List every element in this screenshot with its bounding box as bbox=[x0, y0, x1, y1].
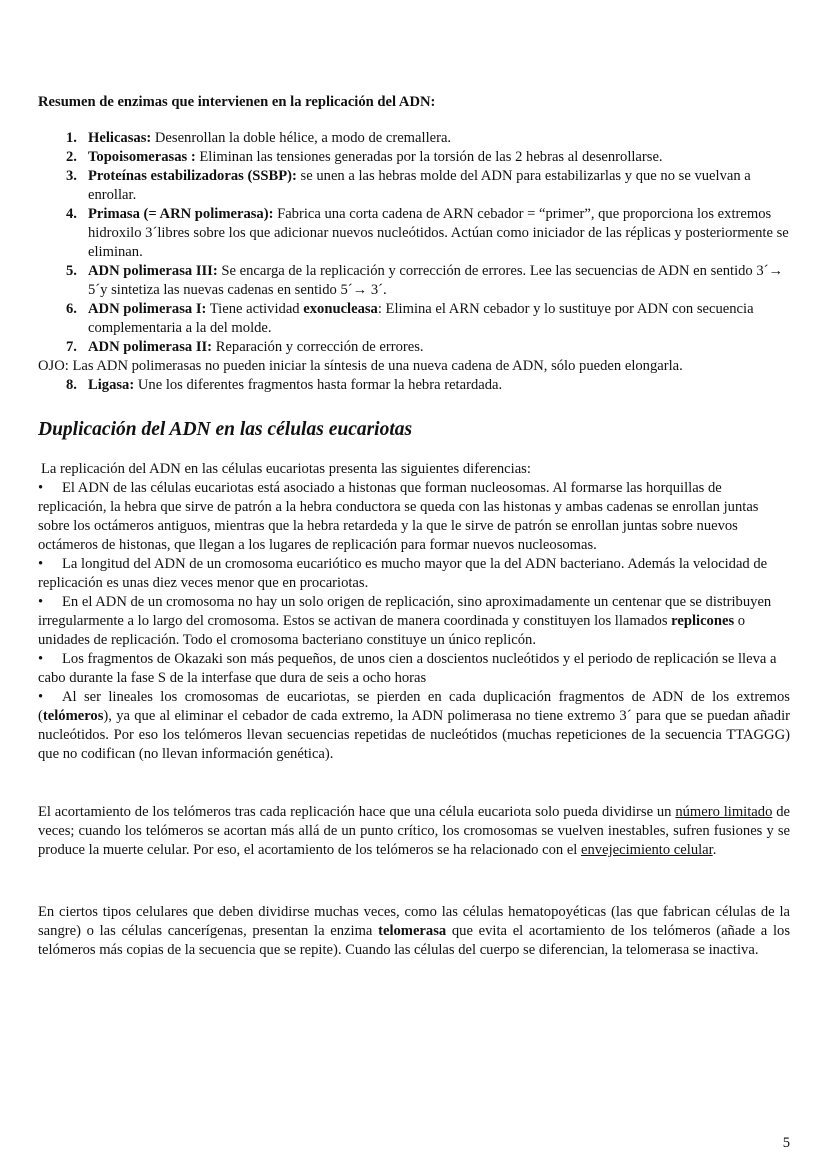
ojo-note: OJO: Las ADN polimerasas no pueden iniciar la síntesis de una nueva cadena de ADN, sólo pueden elongarla. bbox=[38, 358, 683, 374]
eukaryote-heading: Duplicación del ADN en las células eucariotas bbox=[38, 419, 413, 440]
bullet-text: En el ADN de un cromosoma no hay un solo origen de replicación, sino aproximadamente un centenar que se distribuyen irregularmente a lo largo del cromosoma. Estos se activan de manera coordinada y constituyen los llamados bbox=[38, 594, 772, 629]
bullet-text: ), ya que al eliminar el cebador de cada extremo, la ADN polimerasa no tiene extremo 3´ para que se puedan añadir nucleótidos. Por eso los telómeros llevan secuencias repetidas de nucleótidos (muchas repeticiones de la secuencia TTAGGG) que no codifican (no llevan información genética). bbox=[38, 708, 790, 762]
bullet-icon: • bbox=[38, 556, 44, 572]
enzyme-description: Reparación y corrección de errores. bbox=[212, 339, 424, 355]
bullet-item bbox=[38, 479, 790, 555]
list-item bbox=[38, 167, 790, 205]
item-number: 4. bbox=[66, 206, 77, 222]
eukaryote-section bbox=[38, 460, 790, 764]
enzyme-description: Fabrica una corta cadena de ARN cebador = “primer”, que proporciona los extremos hidroxilo 3´libres sobre los que adicionar nuevos nucleótidos. Actúan como iniciador de las réplicas y posteriormente se eliminan. bbox=[88, 206, 789, 260]
telomerasa-term: telomerasa bbox=[378, 923, 447, 939]
enzymes-list bbox=[38, 129, 790, 395]
enzyme-description: Une los diferentes fragmentos hasta formar la hebra retardada. bbox=[134, 377, 503, 393]
enzymes-heading: Resumen de enzimas que intervienen en la replicación del ADN: bbox=[38, 94, 436, 110]
item-number: 5. bbox=[66, 263, 77, 279]
list-item bbox=[38, 129, 790, 148]
document-page bbox=[38, 0, 790, 1171]
section-intro: La replicación del ADN en las células eucariotas presenta las siguientes diferencias: bbox=[41, 461, 531, 477]
bullet-text: Al ser lineales los cromosomas de eucariotas, se pierden en cada duplicación fragmentos de ADN de los extremos ( bbox=[38, 689, 790, 724]
item-number: 8. bbox=[66, 377, 77, 393]
enzyme-description: Desenrollan la doble hélice, a modo de cremallera. bbox=[151, 130, 452, 146]
item-number: 1. bbox=[66, 130, 77, 146]
enzyme-description: : Elimina el ARN cebador y lo sustituye por ADN con secuencia complementaria a la del molde. bbox=[88, 301, 754, 336]
enzyme-description: Eliminan las tensiones generadas por la torsión de las 2 hebras al desenrollarse. bbox=[195, 149, 663, 165]
enzyme-term: Primasa (= ARN polimerasa): bbox=[88, 206, 274, 222]
enzyme-term: Helicasas: bbox=[88, 130, 152, 146]
exonuclease-term: exonucleasa bbox=[303, 301, 378, 317]
bullet-text: Los fragmentos de Okazaki son más pequeños, de unos cien a doscientos nucleótidos y el periodo de replicación se lleva a cabo durante la fase S de la interfase que dura de seis a ocho horas bbox=[38, 651, 777, 686]
bullet-icon: • bbox=[38, 594, 44, 610]
bullet-item bbox=[38, 650, 790, 688]
item-number: 2. bbox=[66, 149, 77, 165]
item-number: 6. bbox=[66, 301, 77, 317]
telomere-shortening-paragraph bbox=[38, 803, 790, 860]
bullet-text: El ADN de las células eucariotas está asociado a histonas que forman nucleosomas. Al formarse las horquillas de replicación, la hebra que sirve de patrón a la hebra conductora se queda con las histonas y ambas cadenas se enrollan juntas sobre los octámeros antiguos, mientras que la hebra retardeda y la que le sirve de patrón se enrollan juntas sobre nuevos octámeros de histonas, que llegan a los lugares de replicación para formar nuevos nucleosomas. bbox=[38, 480, 759, 553]
list-item bbox=[38, 338, 790, 357]
paragraph-text: El acortamiento de los telómeros tras cada replicación hace que una célula eucariota solo pueda dividirse un bbox=[38, 804, 676, 820]
bullet-text: La longitud del ADN de un cromosoma eucariótico es mucho mayor que la del ADN bacteriano. Además la velocidad de replicación es unas diez veces menor que en procariotas. bbox=[38, 556, 768, 591]
enzyme-term: ADN polimerasa II: bbox=[88, 339, 213, 355]
enzyme-term: Topoisomerasas : bbox=[88, 149, 196, 165]
enzyme-description: Tiene actividad bbox=[206, 301, 304, 317]
list-item bbox=[38, 300, 790, 338]
enzyme-term: Ligasa: bbox=[88, 377, 135, 393]
enzyme-description: se unen a las hebras molde del ADN para estabilizarlas y que no se vuelvan a enrollar. bbox=[88, 168, 751, 203]
paragraph-text: En ciertos tipos celulares que deben dividirse muchas veces, como las células hematopoyéticas (las que fabrican células de la sangre) o las células cancerígenas, presentan la enzima bbox=[38, 904, 790, 939]
bullet-item bbox=[38, 593, 790, 650]
paragraph-text: de veces; cuando los telómeros se acortan más allá de un punto crítico, los cromosomas se vuelven inestables, sufren fusiones y se produce la muerte celular. Por eso, el acortamiento de los telómeros se ha relacionado con el bbox=[38, 804, 790, 858]
enzyme-term: ADN polimerasa III: bbox=[88, 263, 218, 279]
replicones-term: replicones bbox=[671, 613, 735, 629]
bullet-icon: • bbox=[38, 480, 44, 496]
list-item bbox=[38, 205, 790, 262]
bullet-text: o unidades de replicación. Todo el cromosoma bacteriano constituye un único replicón. bbox=[38, 613, 746, 648]
envejecimiento-term: envejecimiento celular bbox=[581, 842, 713, 858]
paragraph-text: que evita el acortamiento de los telómeros (añade a los telómeros más copias de la secuencia que se repite). Cuando las células del cuerpo se diferencian, la telomerasa se inactiva. bbox=[38, 923, 791, 958]
enzyme-term: Proteínas estabilizadoras (SSBP): bbox=[88, 168, 297, 184]
bullet-icon: • bbox=[38, 651, 44, 667]
page-number: 5 bbox=[782, 1135, 790, 1151]
item-number: 7. bbox=[66, 339, 77, 355]
bullet-icon: • bbox=[38, 689, 44, 705]
paragraph-text: . bbox=[712, 842, 717, 858]
item-number: 3. bbox=[66, 168, 77, 184]
enzyme-description: Se encarga de la replicación y corrección de errores. Lee las secuencias de ADN en sentido 3´→ 5´y sintetiza las nuevas cadenas en sentido 5´→ 3´. bbox=[88, 263, 784, 298]
telomerase-paragraph bbox=[38, 903, 790, 960]
bullet-item bbox=[38, 688, 790, 764]
list-item bbox=[38, 148, 790, 167]
list-item bbox=[38, 376, 790, 395]
numero-limitado-term: número limitado bbox=[675, 804, 773, 820]
enzyme-term: ADN polimerasa I: bbox=[88, 301, 207, 317]
list-item bbox=[38, 262, 790, 300]
bullet-item bbox=[38, 555, 790, 593]
telomeros-term: telómeros bbox=[42, 708, 104, 724]
